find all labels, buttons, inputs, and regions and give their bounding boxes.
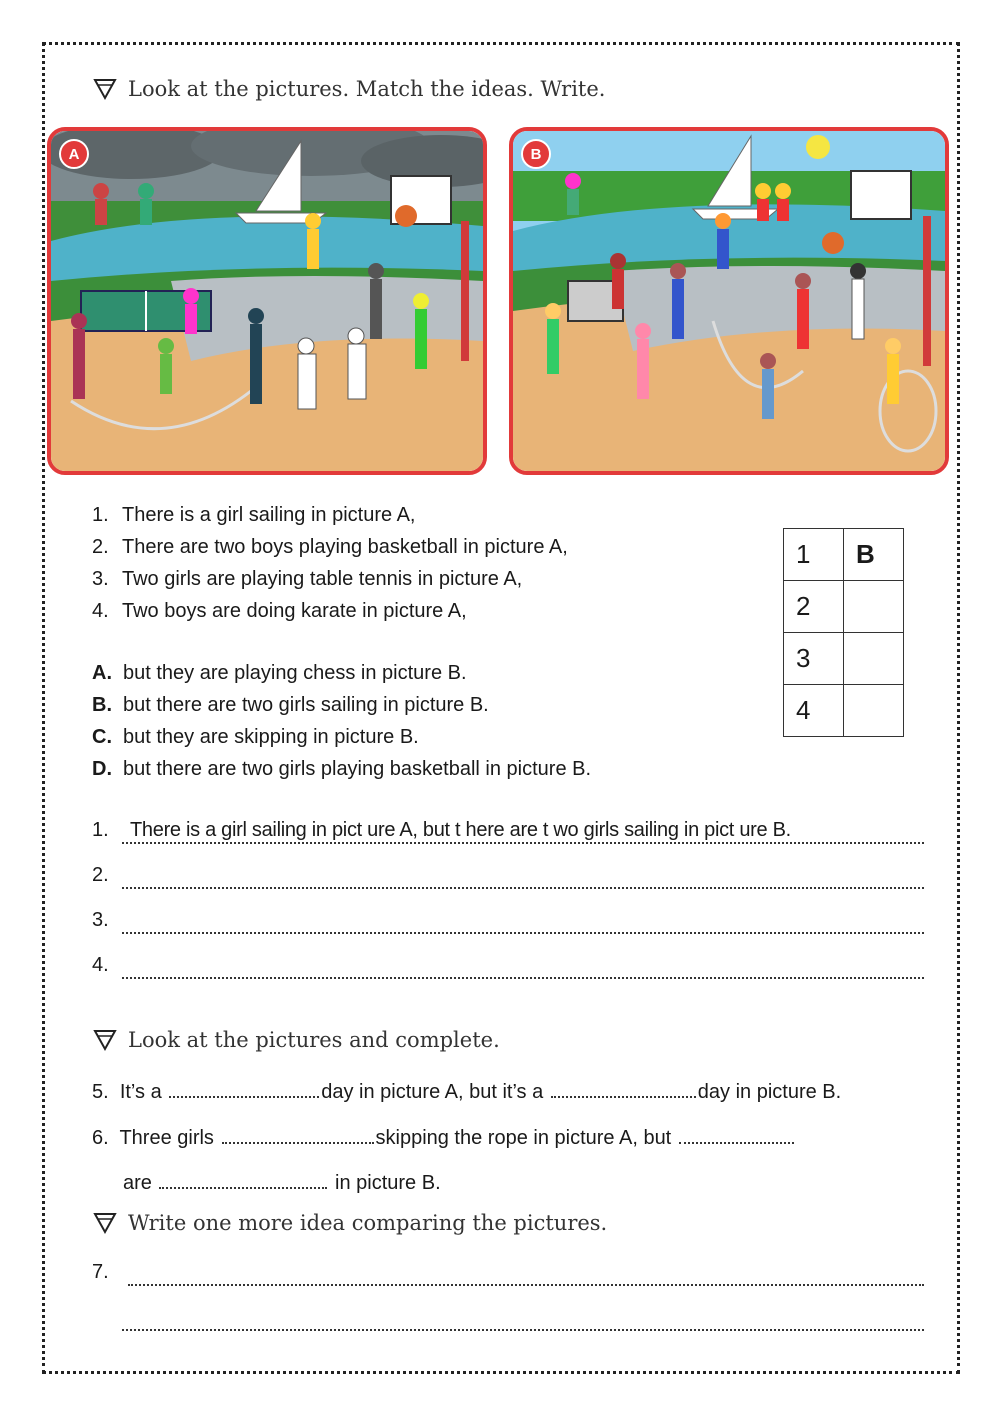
answer-line[interactable]	[122, 1329, 924, 1331]
table-cell-answer[interactable]	[844, 633, 904, 685]
instruction-text: Look at the pictures. Match the ideas. Write.	[128, 77, 606, 101]
question-6-continued: are in picture B.	[123, 1169, 441, 1195]
picture-b-badge: B	[521, 139, 551, 169]
instruction-text: Write one more idea comparing the pictures.	[128, 1211, 608, 1235]
table-cell-answer[interactable]: B	[844, 529, 904, 581]
blank-field[interactable]	[169, 1078, 319, 1098]
table-cell-number: 3	[784, 633, 844, 685]
sentence-list	[92, 499, 568, 627]
table-row	[784, 581, 904, 633]
question-6: 6. Three girls skipping the rope in picture A, but	[92, 1124, 796, 1150]
write-line-2: 2.	[92, 859, 924, 889]
list-item: 4. Two boys are doing karate in picture A,	[92, 600, 467, 622]
table-cell-number: 4	[784, 685, 844, 737]
blank-field[interactable]	[551, 1078, 696, 1098]
answer-table	[783, 528, 904, 737]
list-item: D. but there are two girls playing basketball in picture B.	[92, 758, 592, 780]
picture-a-badge: A	[59, 139, 89, 169]
picture-a	[47, 127, 487, 475]
picture-b	[509, 127, 949, 475]
answer-line[interactable]	[122, 932, 924, 934]
write-line-3: 3.	[92, 904, 924, 934]
park-scene-sunny	[513, 131, 945, 471]
instruction-heading-1	[92, 76, 605, 102]
answer-line[interactable]	[122, 887, 924, 889]
instruction-heading-2	[92, 1027, 500, 1053]
park-scene-stormy	[51, 131, 483, 471]
table-row	[784, 633, 904, 685]
write-line-1: 1. There is a girl sailing in pict ure A, but t here are t wo girls sailing in pict ure B.	[92, 814, 924, 844]
instruction-text: Look at the pictures and complete.	[128, 1028, 500, 1052]
pencil-triangle-icon	[92, 76, 118, 102]
answer-line[interactable]	[128, 1284, 924, 1286]
list-item: 2. There are two boys playing basketball in picture A,	[92, 536, 568, 558]
question-5: 5. It’s a day in picture A, but it’s a day in picture B.	[92, 1078, 841, 1104]
instruction-heading-3	[92, 1210, 607, 1236]
table-cell-number: 1	[784, 529, 844, 581]
pencil-triangle-icon	[92, 1210, 118, 1236]
blank-field[interactable]	[222, 1124, 374, 1144]
blank-field[interactable]	[159, 1169, 327, 1189]
list-item: 3. Two girls are playing table tennis in picture A,	[92, 568, 523, 590]
table-row	[784, 529, 904, 581]
table-cell-answer[interactable]	[844, 685, 904, 737]
list-item: A. but they are playing chess in picture B.	[92, 662, 467, 684]
write-line-7b	[92, 1301, 924, 1331]
table-cell-number: 2	[784, 581, 844, 633]
list-item: 1. There is a girl sailing in picture A,	[92, 504, 416, 526]
list-item: B. but there are two girls sailing in picture B.	[92, 694, 489, 716]
blank-field[interactable]	[679, 1124, 794, 1144]
list-item: C. but they are skipping in picture B.	[92, 726, 419, 748]
written-answer: There is a girl sailing in pict ure A, but t here are t wo girls sailing in pict ure B.	[130, 819, 791, 841]
ending-list	[92, 657, 591, 785]
pencil-triangle-icon	[92, 1027, 118, 1053]
answer-line[interactable]	[122, 842, 924, 844]
table-row	[784, 685, 904, 737]
answer-line[interactable]	[122, 977, 924, 979]
write-line-7: 7.	[92, 1256, 924, 1286]
write-line-4: 4.	[92, 949, 924, 979]
table-cell-answer[interactable]	[844, 581, 904, 633]
